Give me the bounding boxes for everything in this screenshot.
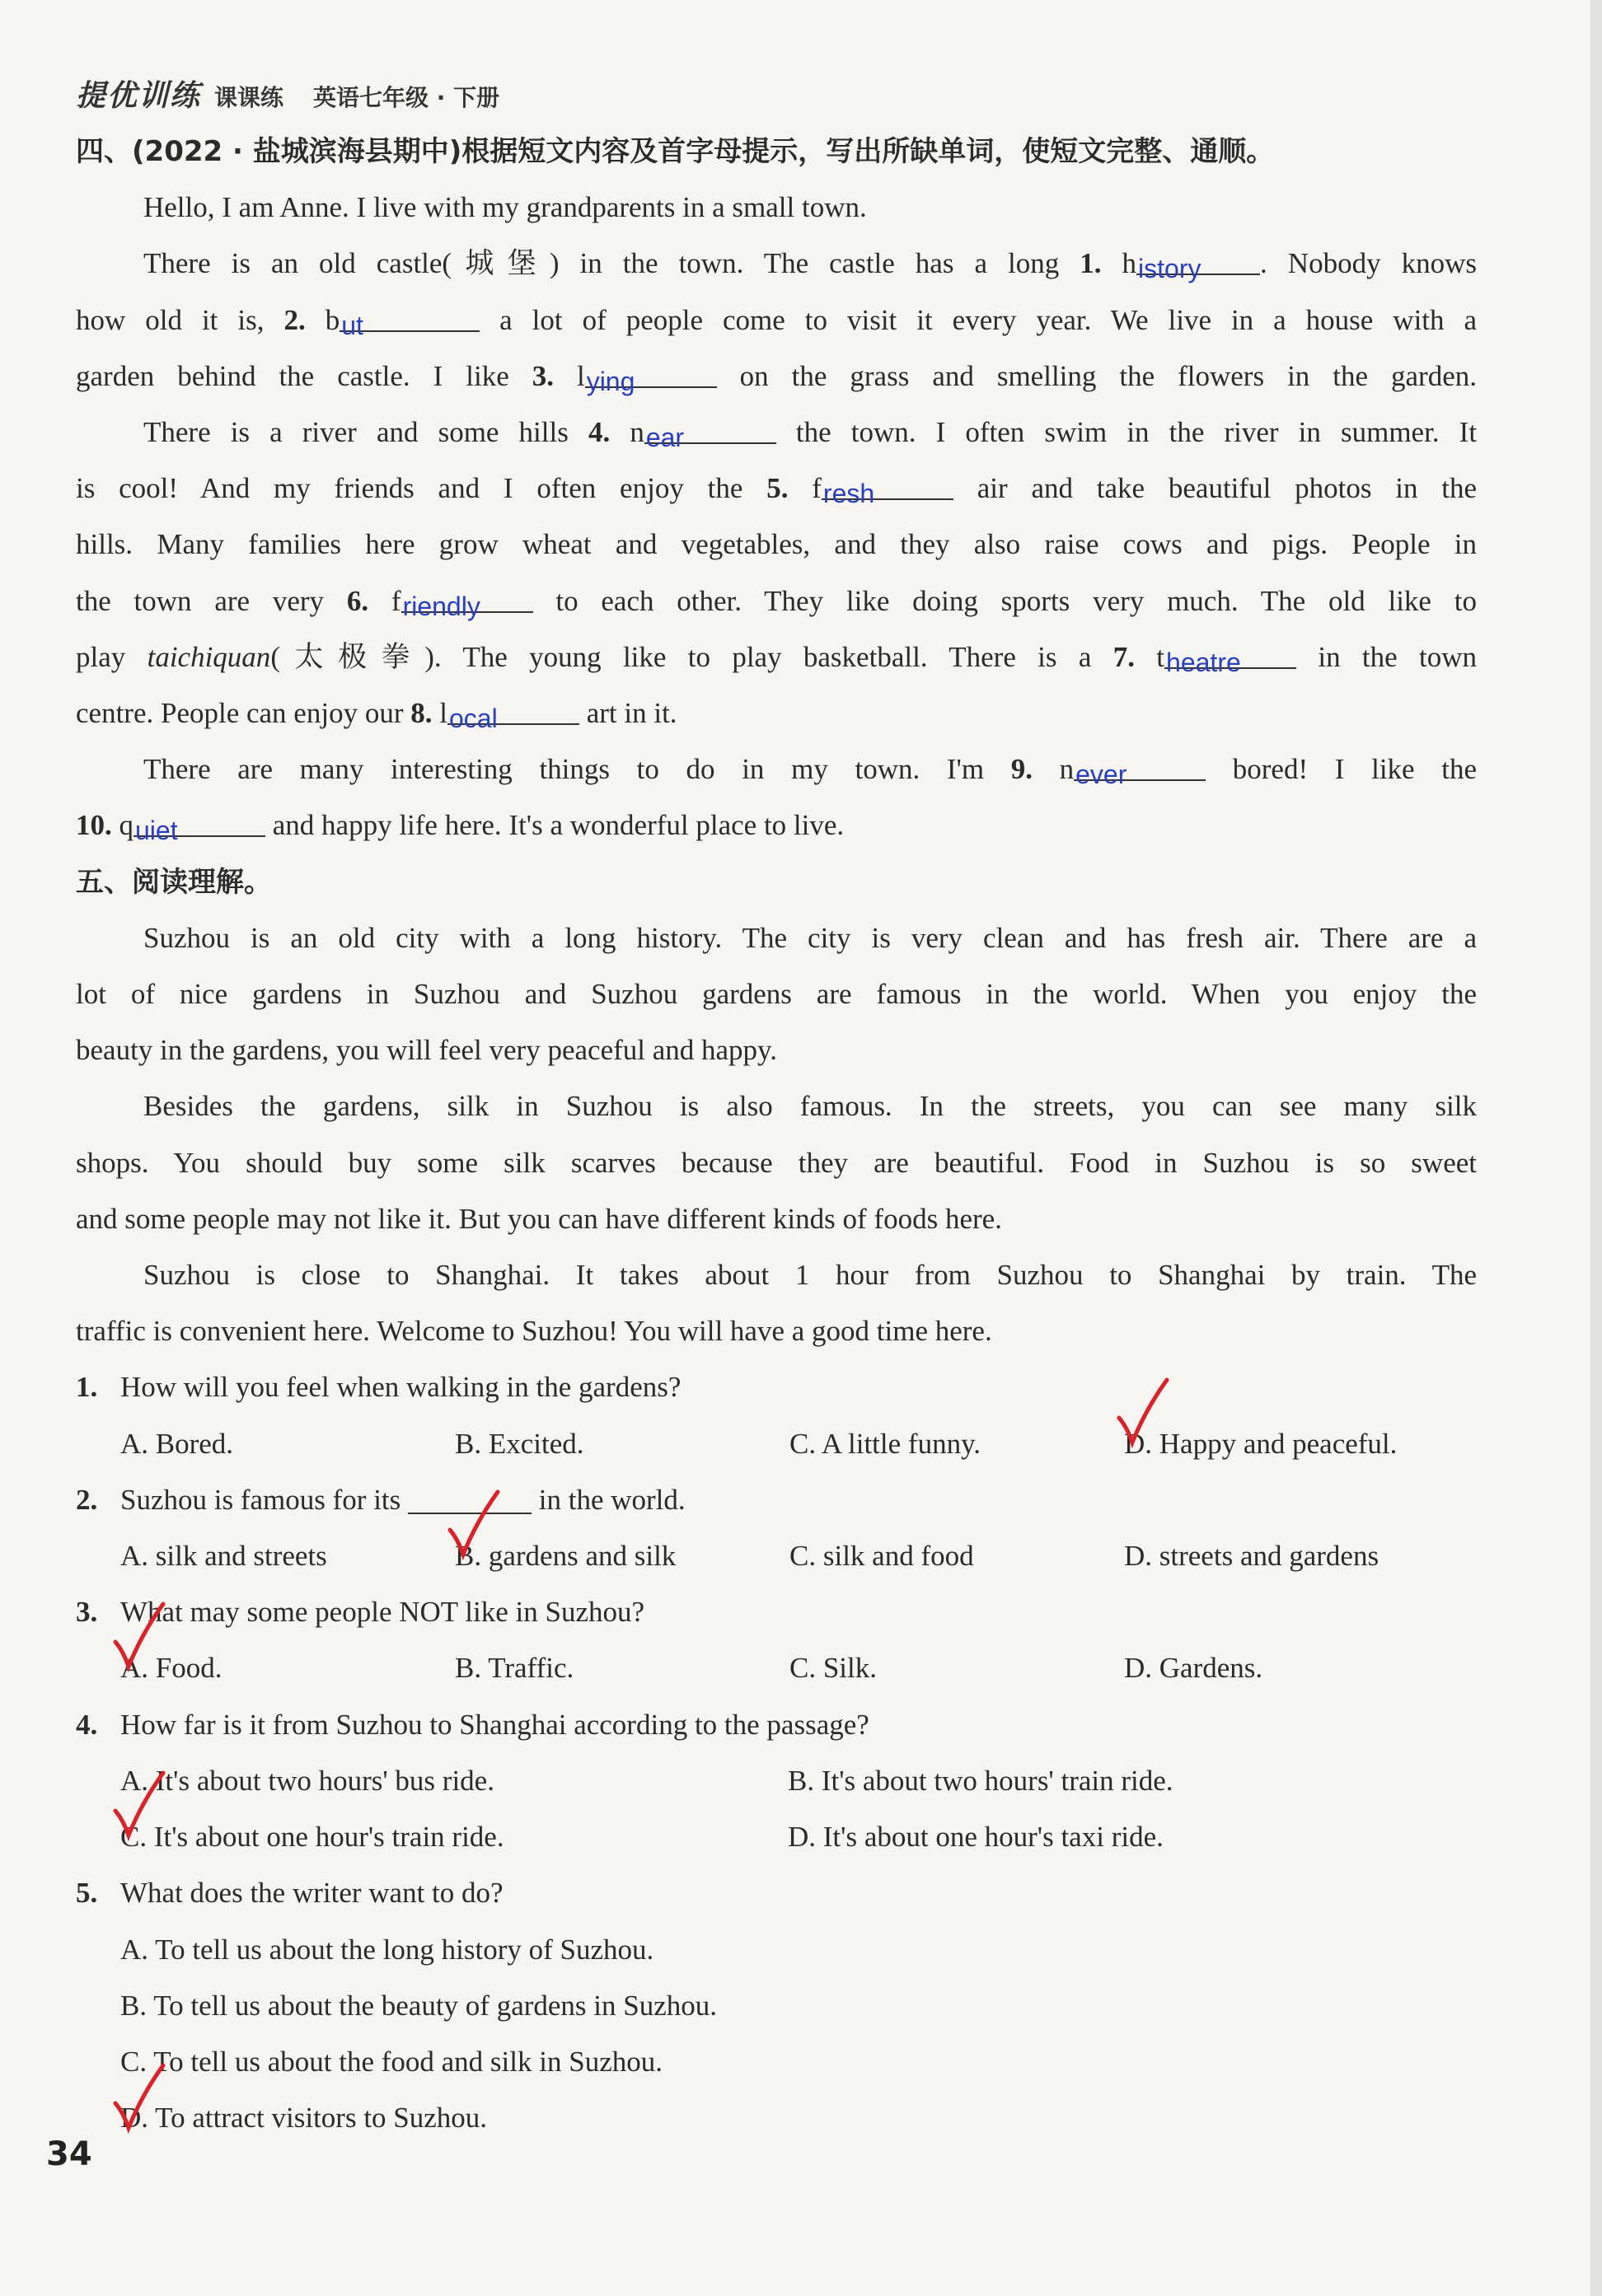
letter-hint: l: [576, 359, 585, 392]
option-a[interactable]: A. silk and streets: [120, 1540, 327, 1573]
option-b[interactable]: B. It's about two hours' train ride.: [788, 1764, 1173, 1797]
letter-hint: h: [1122, 247, 1137, 280]
course-label: 课课练: [214, 84, 284, 111]
option-a-selected[interactable]: A. Food.: [120, 1640, 455, 1696]
s4-paragraph-line: centre. People can enjoy our 8. local art in it.: [76, 685, 1477, 741]
letter-hint: n: [630, 416, 644, 449]
answer-blank-3[interactable]: [585, 353, 717, 396]
page-number: 34: [46, 2135, 92, 2173]
option-a[interactable]: A. Bored.: [120, 1427, 234, 1460]
answer-blank-5[interactable]: [822, 465, 953, 509]
answer-blank-4[interactable]: [644, 409, 776, 453]
blank-number: 6.: [346, 584, 369, 617]
option-d-selected[interactable]: D. Happy and peaceful.: [1124, 1416, 1397, 1472]
option-c[interactable]: C. To tell us about the food and silk in Suzhou.: [120, 2045, 663, 2078]
option-c-selected[interactable]: C. It's about one hour's train ride.: [120, 1809, 788, 1865]
question-4-options-row1: [76, 1753, 1477, 1809]
letter-hint: t: [1156, 640, 1165, 673]
red-check-icon: [1112, 1377, 1170, 1447]
s4-paragraph-line: garden behind the castle. I like 3. lying on the grass and smelling the flowers in the garden.: [76, 348, 1477, 404]
question-2: 2. Suzhou is famous for its in the world.: [76, 1472, 1477, 1528]
subject-label: 英语七年级 · 下册: [313, 84, 500, 111]
blank-number: 7.: [1112, 640, 1135, 673]
handwritten-answer: ocal: [448, 704, 498, 734]
question-3-options: [76, 1640, 1477, 1696]
question-1-options: [76, 1416, 1477, 1472]
question-5-option-d-row: [76, 2090, 1477, 2146]
s4-paragraph-line: play taichiquan(太极拳). The young like to play basketball. There is a 7. theatre in the town: [76, 629, 1477, 685]
reading-line: Suzhou is close to Shanghai. It takes about 1 hour from Suzhou to Shanghai by train. The: [143, 1259, 1477, 1292]
option-b[interactable]: B. Excited.: [455, 1427, 584, 1460]
reading-line: Suzhou is an old city with a long history. The city is very clean and has fresh air. There are a: [143, 921, 1477, 954]
reading-line: traffic is convenient here. Welcome to Suzhou! You will have a good time here.: [76, 1315, 992, 1348]
letter-hint: f: [391, 584, 401, 617]
red-check-icon: [109, 1770, 166, 1840]
handwritten-answer: istory: [1138, 254, 1202, 284]
answer-blank-10[interactable]: [134, 802, 265, 846]
reading-line: shops. You should buy some silk scarves because they are beautiful. Food in Suzhou is so sweet: [76, 1146, 1477, 1179]
letter-hint: f: [812, 472, 822, 505]
red-check-icon: [443, 1489, 501, 1560]
option-a[interactable]: A. To tell us about the long history of Suzhou.: [120, 1933, 654, 1966]
question-2-options: [76, 1528, 1477, 1584]
option-c[interactable]: C. A little funny.: [789, 1427, 981, 1460]
handwritten-answer: heatre: [1166, 647, 1241, 677]
blank-number: 9.: [1010, 753, 1033, 786]
answer-blank-9[interactable]: [1074, 746, 1206, 790]
answer-blank-7[interactable]: [1164, 634, 1296, 677]
handwritten-answer: riendly: [402, 591, 480, 621]
letter-hint: q: [119, 809, 134, 842]
question-5: 5. What does the writer want to do?: [76, 1877, 504, 1910]
option-d-selected[interactable]: D. To attract visitors to Suzhou.: [120, 2102, 487, 2134]
option-c[interactable]: C. silk and food: [789, 1540, 974, 1573]
s4-paragraph-line: Hello, I am Anne. I live with my grandparents in a small town.: [143, 191, 867, 224]
s4-paragraph-line: hills. Many families here grow wheat and vegetables, and they also raise cows and pigs. People in: [76, 528, 1477, 561]
question-4-options-row2: [76, 1809, 1477, 1865]
option-c[interactable]: C. Silk.: [789, 1652, 878, 1685]
letter-hint: b: [325, 303, 340, 336]
page-header: [76, 72, 499, 119]
s4-paragraph-line: how old it is, 2. but a lot of people come to visit it every year. We live in a house with a: [76, 292, 1477, 348]
s4-paragraph-line: 10. quiet and happy life here. It's a wonderful place to live.: [76, 797, 1477, 853]
s4-paragraph-line: There are many interesting things to do in my town. I'm 9. never bored! I like the: [76, 741, 1477, 797]
question-1: 1. How will you feel when walking in the gardens?: [76, 1371, 682, 1404]
reading-line: and some people may not like it. But you can have different kinds of foods here.: [76, 1202, 1002, 1235]
red-check-icon: [109, 2062, 166, 2133]
handwritten-answer: uiet: [135, 816, 178, 846]
blank-number: 4.: [588, 416, 611, 449]
reading-line: beauty in the gardens, you will feel very peaceful and happy.: [76, 1034, 778, 1067]
handwritten-answer: ying: [586, 366, 635, 396]
page-content: [76, 124, 1477, 2146]
question-4: 4. How far is it from Suzhou to Shanghai according to the passage?: [76, 1708, 869, 1741]
option-b[interactable]: B. Traffic.: [455, 1652, 574, 1685]
handwritten-answer: resh: [822, 479, 875, 509]
handwritten-answer: ut: [341, 310, 363, 340]
blank-number: 10.: [76, 809, 112, 842]
answer-blank-2[interactable]: [340, 297, 480, 340]
option-a[interactable]: A. It's about two hours' bus ride.: [120, 1764, 494, 1797]
option-d[interactable]: D. streets and gardens: [1124, 1540, 1380, 1573]
section4-title: 四、(2022 · 盐城滨海县期中)根据短文内容及首字母提示，写出所缺单词，使短文完整、通顺。: [76, 135, 1275, 168]
handwritten-answer: ear: [645, 423, 685, 453]
brand-logo: 提优训练: [76, 79, 202, 113]
handwritten-answer: ever: [1075, 760, 1127, 790]
section5-title: 五、阅读理解。: [76, 865, 272, 899]
blank-number: 8.: [410, 697, 433, 730]
blank-number: 2.: [283, 303, 306, 336]
question-3: 3. What may some people NOT like in Suzhou?: [76, 1596, 645, 1629]
option-d[interactable]: D. Gardens.: [1124, 1652, 1263, 1685]
reading-line: Besides the gardens, silk in Suzhou is also famous. In the streets, you can see many silk: [143, 1090, 1477, 1123]
red-check-icon: [109, 1601, 166, 1672]
answer-blank-8[interactable]: [447, 690, 579, 734]
blank-number: 5.: [766, 472, 789, 505]
page-edge: [1590, 0, 1602, 2296]
letter-hint: l: [439, 697, 447, 730]
blank-number: 3.: [532, 359, 554, 392]
answer-blank-6[interactable]: [401, 578, 533, 621]
option-d[interactable]: D. It's about one hour's taxi ride.: [788, 1821, 1164, 1854]
answer-blank-1[interactable]: [1136, 241, 1260, 284]
s4-paragraph-line: is cool! And my friends and I often enjoy the 5. fresh air and take beautiful photos in the: [76, 461, 1477, 517]
option-b[interactable]: B. To tell us about the beauty of gardens in Suzhou.: [120, 1989, 718, 2022]
blank-number: 1.: [1080, 247, 1102, 280]
s4-paragraph-line: There is an old castle(城堡) in the town. The castle has a long 1. history . Nobody knows: [76, 236, 1477, 292]
option-b-selected[interactable]: B. gardens and silk: [455, 1528, 789, 1584]
reading-line: lot of nice gardens in Suzhou and Suzhou gardens are famous in the world. When you enjoy the: [76, 978, 1477, 1011]
s4-paragraph-line: There is a river and some hills 4. near the town. I often swim in the river in summer. It: [76, 404, 1477, 461]
letter-hint: n: [1059, 753, 1075, 786]
italic-term: taichiquan: [147, 640, 271, 673]
s4-paragraph-line: the town are very 6. friendly to each other. They like doing sports very much. The old like to: [76, 573, 1477, 629]
